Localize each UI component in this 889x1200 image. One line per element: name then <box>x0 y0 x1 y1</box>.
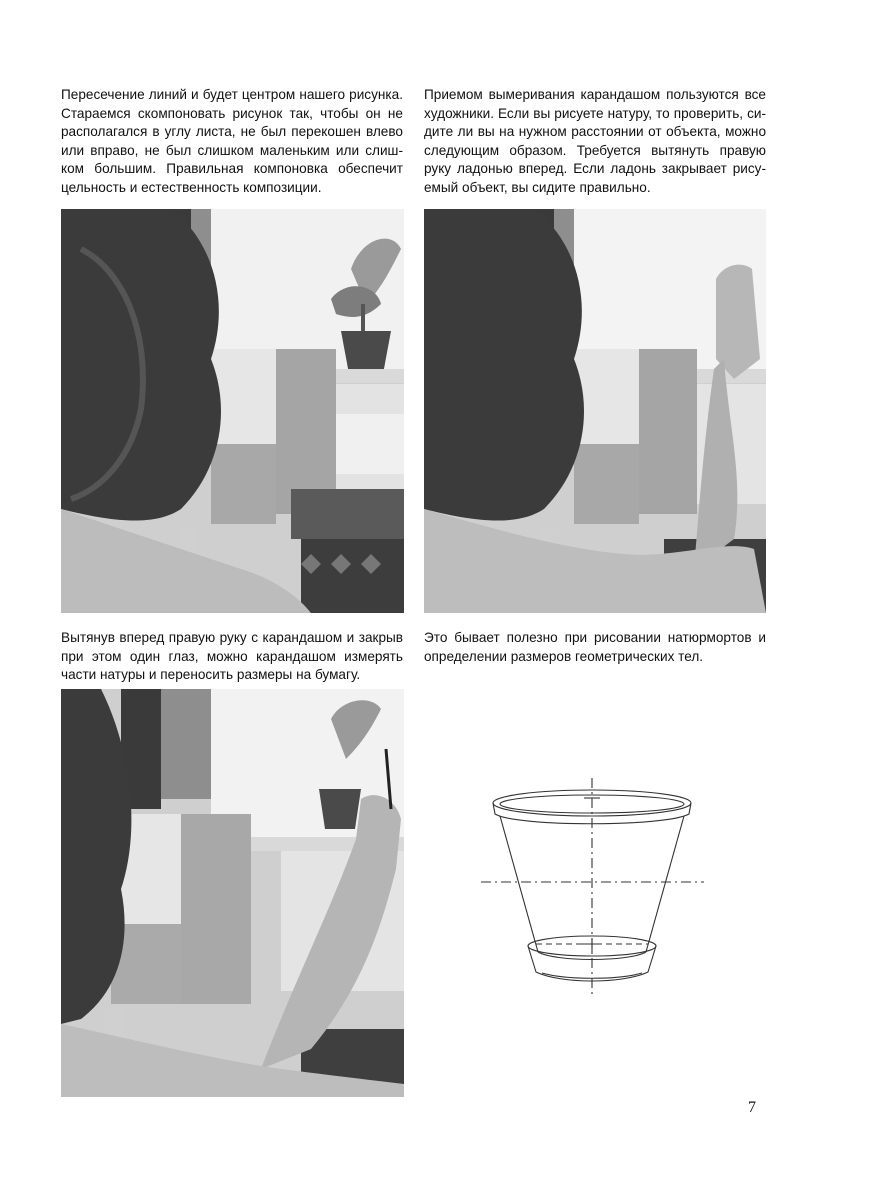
paragraph-pencil-measuring: Вытянув вперед правую руку с карандашом и закрыв при этом один глаз, можно карандашом измерять части натуры и переносить размеры на бумагу. <box>61 630 403 683</box>
photo-artist-palm-forward-image <box>424 209 766 613</box>
paragraph-still-life-usefulness: Это бывает полезно при рисовании натюрмортов и определении размеров геометрических тел. <box>424 630 766 664</box>
photo-artist-viewing-board <box>61 209 404 613</box>
paragraph-measuring-technique: Приемом вымеривания карандашом пользуются все художники. Если вы рисуете натуру, то проверить, сидите ли вы на нужном расстоянии от объекта, можно следующим образом. Требуется вытянуть правую руку ладонью вперед. Если ладонь закрывает рисуемый объект, вы сидите правильно. <box>424 87 766 195</box>
page-number: 7 <box>748 1099 756 1116</box>
flower-pot-sketch-drawing <box>476 770 708 1002</box>
photo-artist-measuring-pencil-image <box>61 689 404 1097</box>
photo-artist-measuring-pencil <box>61 689 404 1097</box>
photo-artist-viewing-board-image <box>61 209 404 613</box>
photo-artist-palm-forward <box>424 209 766 613</box>
paragraph-composition: Пересечение линий и будет центром нашего рисунка. Стараемся скомпоновать рисунок так, чтобы он не располагался в углу листа, не был перекошен влево или вправо, не был слишком маленьким или слишком большим. Правильная компоновка обеспечит цельность и естественность композиции. <box>61 87 403 195</box>
sketch-flower-pot-with-axes <box>476 770 708 1002</box>
